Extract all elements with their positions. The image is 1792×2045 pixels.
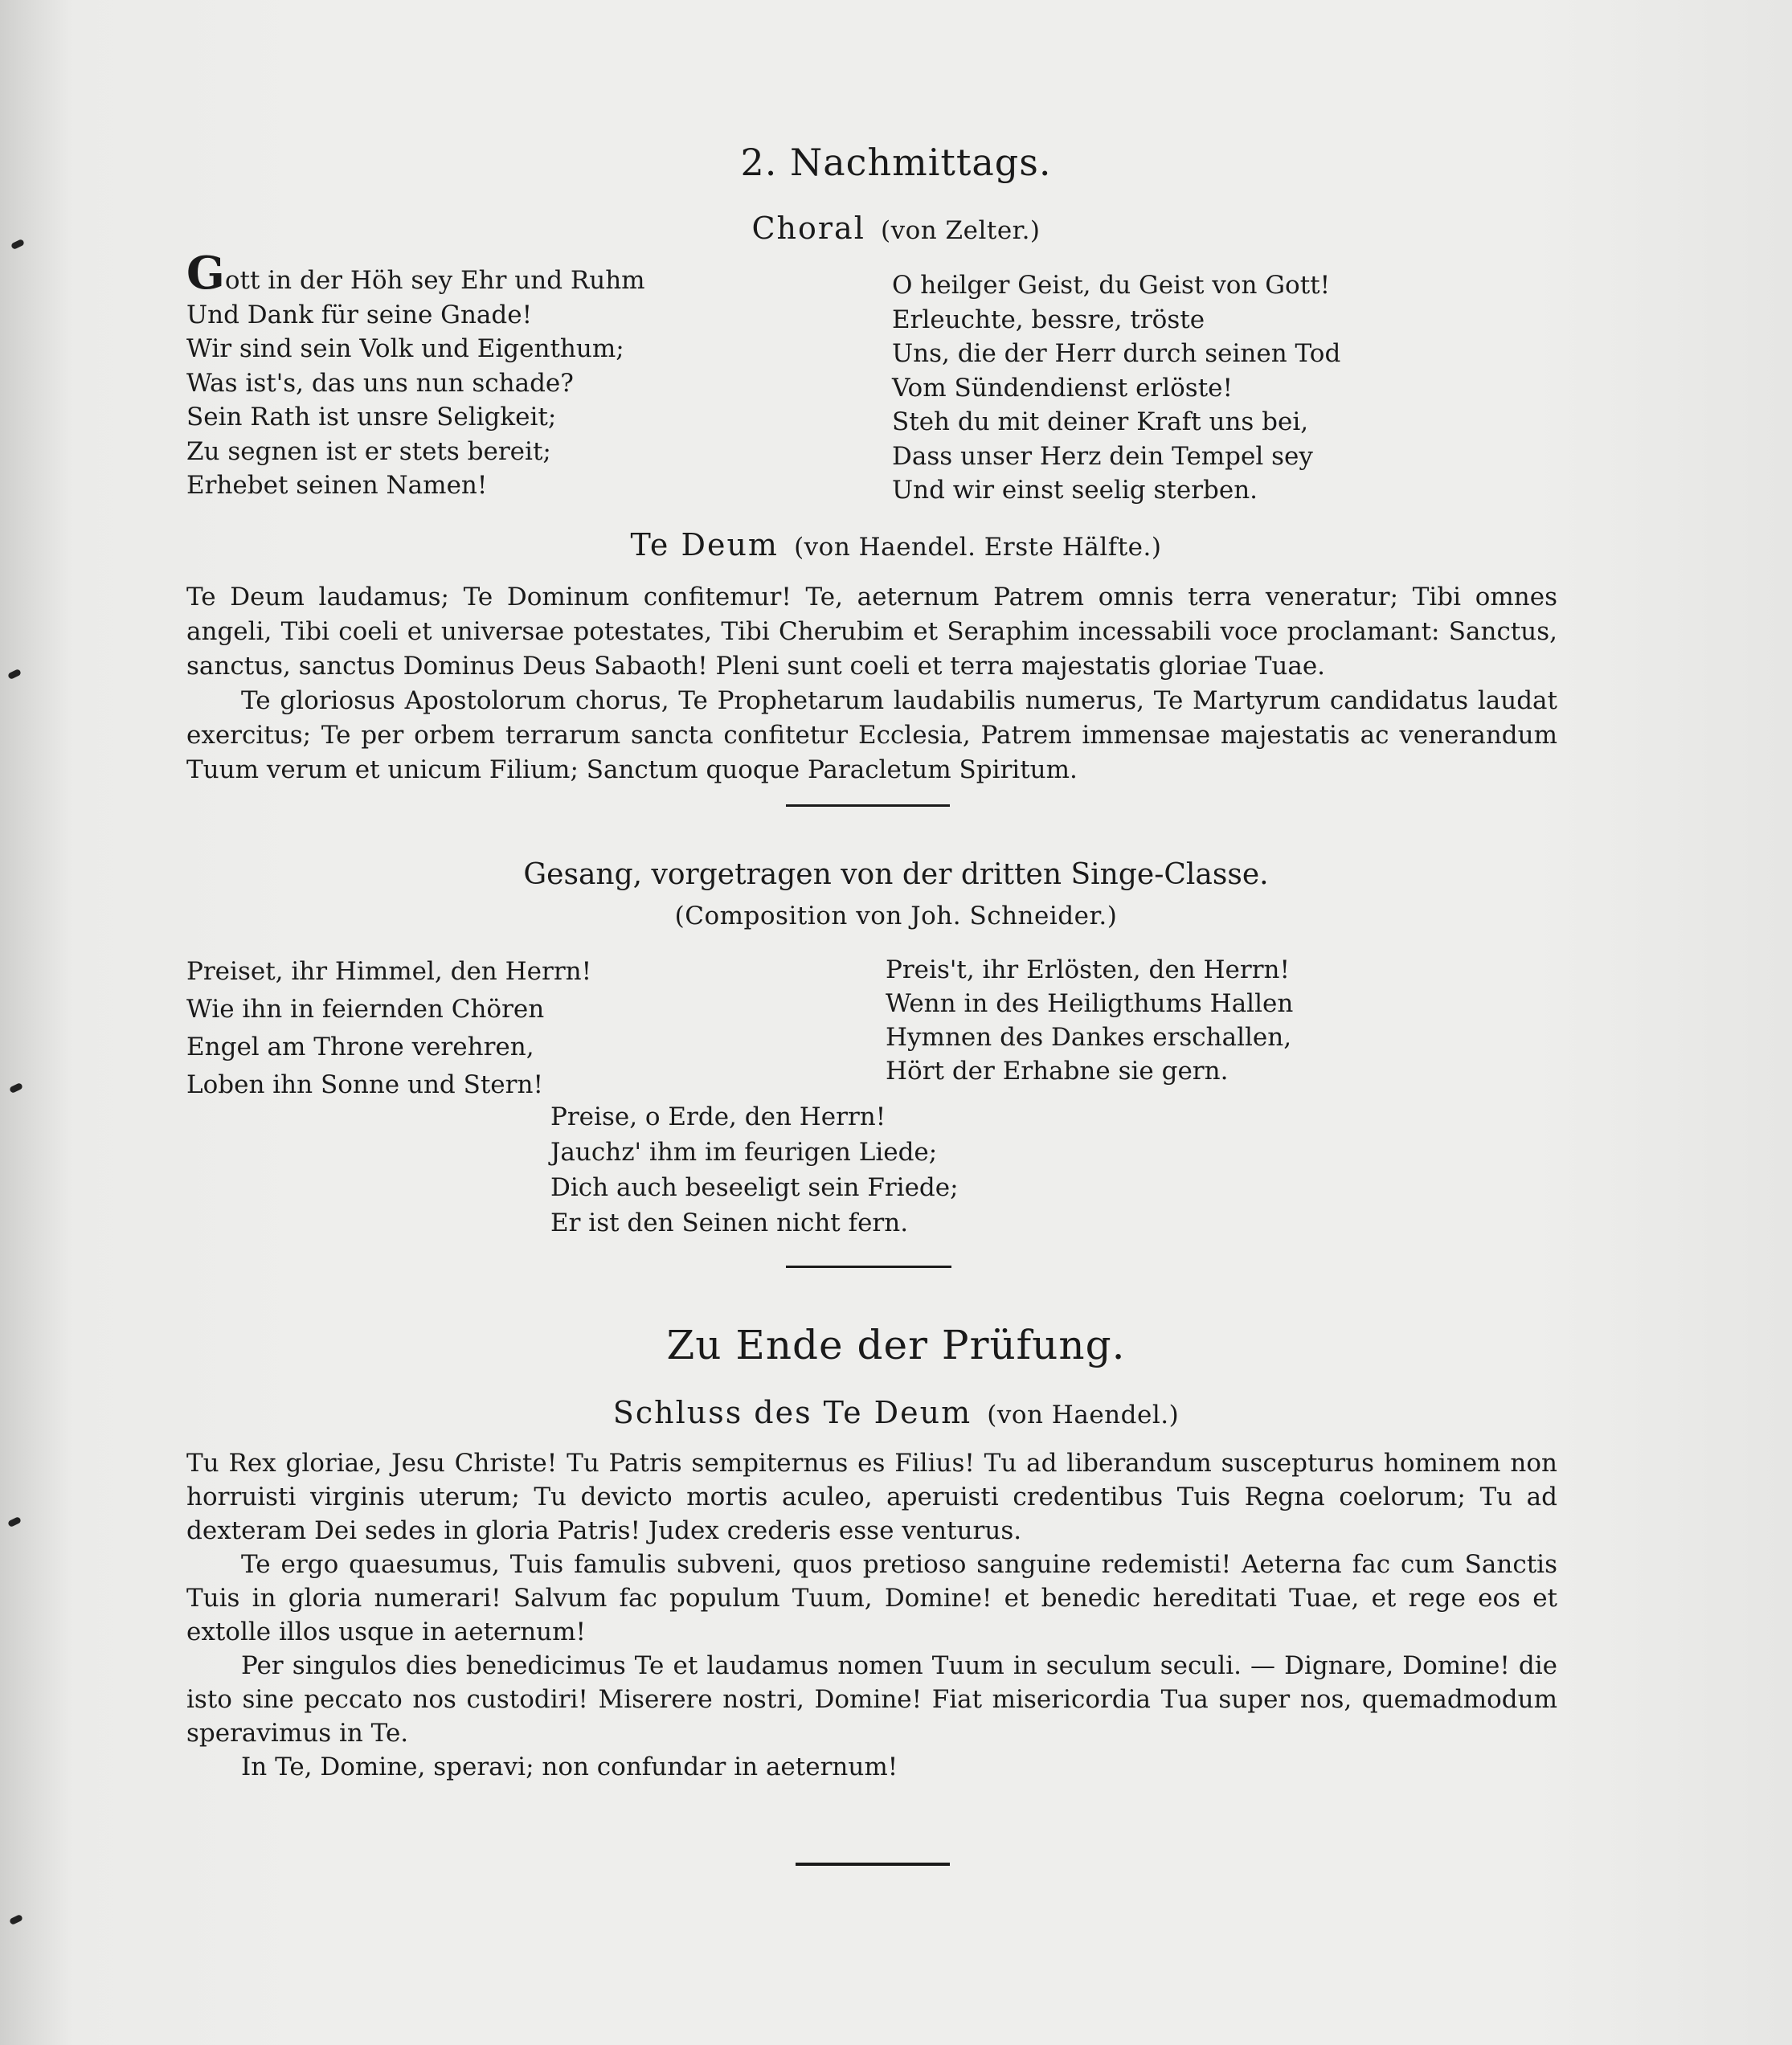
verse-line: Was ist's, das uns nun schade? (186, 368, 574, 398)
verse-line: Preise, o Erde, den Herrn! (550, 1102, 886, 1131)
divider (786, 804, 950, 807)
ende-subheading (0, 1395, 1792, 1430)
ende-title: Zu Ende der Prüfung. (666, 1322, 1126, 1368)
gesang-right-verse (886, 953, 1609, 1088)
binding-mark (9, 1082, 23, 1094)
drop-cap: G (186, 247, 225, 300)
verse-line: Erhebet seinen Namen! (186, 471, 488, 500)
verse-line-rest: ott in der Höh sey Ehr und Ruhm (224, 266, 645, 295)
gesang-subtitle: (Composition von Joh. Schneider.) (674, 902, 1118, 930)
binding-mark (7, 1516, 22, 1528)
gesang-center-verse (550, 1099, 1193, 1241)
verse-line: O heilger Geist, du Geist von Gott! (892, 271, 1331, 300)
choral-heading (0, 211, 1792, 246)
choral-title: Choral (751, 211, 865, 246)
verse-line: Jauchz' ihm im feurigen Liede; (550, 1138, 938, 1167)
verse-line: Preiset, ihr Himmel, den Herrn! (186, 957, 592, 986)
verse-line: Wir sind sein Volk und Eigenthum; (186, 334, 624, 363)
paragraph: Tu Rex gloriae, Jesu Christe! Tu Patris sempiternus es Filius! Tu ad liberandum suscepturus hominem non horruisti virginis uterum; Tu devicto mortis aculeo, aperuisti credentibus Tuis Regna coelorum; Tu ad dexteram Dei sedes in gloria Patris! Judex crederis esse venturus. (186, 1449, 1557, 1545)
binding-mark (7, 669, 22, 680)
verse-line (186, 247, 894, 300)
verse-line: Er ist den Seinen nicht fern. (550, 1209, 909, 1237)
verse-line: Loben ihn Sonne und Stern! (186, 1070, 543, 1099)
verse-line: Zu segnen ist er stets bereit; (186, 436, 551, 466)
paragraph: Te ergo quaesumus, Tuis famulis subveni, quos pretioso sanguine redemisti! Aeterna fac cum Sanctis Tuis in gloria numerari! Salvum fac populum Tuum, Domine! et benedic hereditati Tuae, et rege eos et extolle illos usque in aeternum! (186, 1550, 1557, 1646)
paragraph: Per singulos dies benedicimus Te et laudamus nomen Tuum in seculum seculi. — Dignare, Domine! die isto sine peccato nos custodiri! Miserere nostri, Domine! Fiat misericordia Tua super nos, quemadmodum speravimus in Te. (186, 1651, 1557, 1748)
verse-line: Preis't, ihr Erlösten, den Herrn! (886, 955, 1290, 984)
verse-line: Sein Rath ist unsre Seligkeit; (186, 403, 557, 431)
te-deum-title: Te Deum (630, 527, 779, 562)
paragraph: Te gloriosus Apostolorum chorus, Te Prophetarum laudabilis numerus, Te Martyrum candidatus laudat exercitus; Te per orbem terrarum sancta confitetur Ecclesia, Patrem immensae majestatis ac venerandum Tuum verum et unicum Filium; Sanctum quoque Paracletum Spiritum. (186, 686, 1557, 784)
section-title: 2. Nachmittags. (740, 141, 1052, 184)
te-deum-heading (0, 527, 1792, 562)
choral-subtitle: (von Zelter.) (880, 216, 1041, 245)
verse-line: Engel am Throne verehren, (186, 1033, 534, 1061)
verse-line: Hört der Erhabne sie gern. (886, 1057, 1229, 1086)
paragraph: In Te, Domine, speravi; non confundar in aeternum! (241, 1753, 898, 1781)
te-deum-subtitle: (von Haendel. Erste Hälfte.) (794, 533, 1162, 562)
verse-line: Und Dank für seine Gnade! (186, 300, 533, 329)
ende-text (186, 1446, 1557, 1784)
gesang-title: Gesang, vorgetragen von der dritten Singe-Classe. (523, 858, 1269, 891)
verse-line: Uns, die der Herr durch seinen Tod (892, 339, 1341, 368)
end-divider (796, 1863, 950, 1866)
verse-line: Wie ihn in feiernden Chören (186, 995, 545, 1024)
verse-line: Dich auch beseeligt sein Friede; (550, 1173, 959, 1202)
verse-line: Und wir einst seelig sterben. (892, 476, 1258, 505)
verse-line: Erleuchte, bessre, tröste (892, 305, 1205, 334)
choral-right-verse (892, 268, 1615, 508)
verse-line: Vom Sündendienst erlöste! (892, 373, 1233, 403)
ende-subtitle-paren: (von Haendel.) (987, 1401, 1180, 1429)
verse-line: Steh du mit deiner Kraft uns bei, (892, 407, 1309, 436)
divider (786, 1266, 951, 1268)
gesang-left-verse (186, 953, 894, 1104)
verse-line: Dass unser Herz dein Tempel sey (892, 441, 1313, 471)
verse-line: Hymnen des Dankes erschallen, (886, 1023, 1292, 1052)
choral-left-verse (186, 247, 894, 503)
verse-line: Wenn in des Heiligthums Hallen (886, 989, 1294, 1018)
te-deum-text (186, 580, 1557, 787)
ende-subtitle: Schluss des Te Deum (612, 1395, 972, 1430)
binding-mark (9, 1914, 23, 1925)
paragraph: Te Deum laudamus; Te Dominum confitemur! Te, aeternum Patrem omnis terra veneratur; Tibi omnes angeli, Tibi coeli et universae potestates, Tibi Cherubim et Seraphim incessabili voce proclamant: Sanctus, sanctus, sanctus Dominus Deus Sabaoth! Pleni sunt coeli et terra majestatis gloriae Tuae. (186, 583, 1557, 681)
